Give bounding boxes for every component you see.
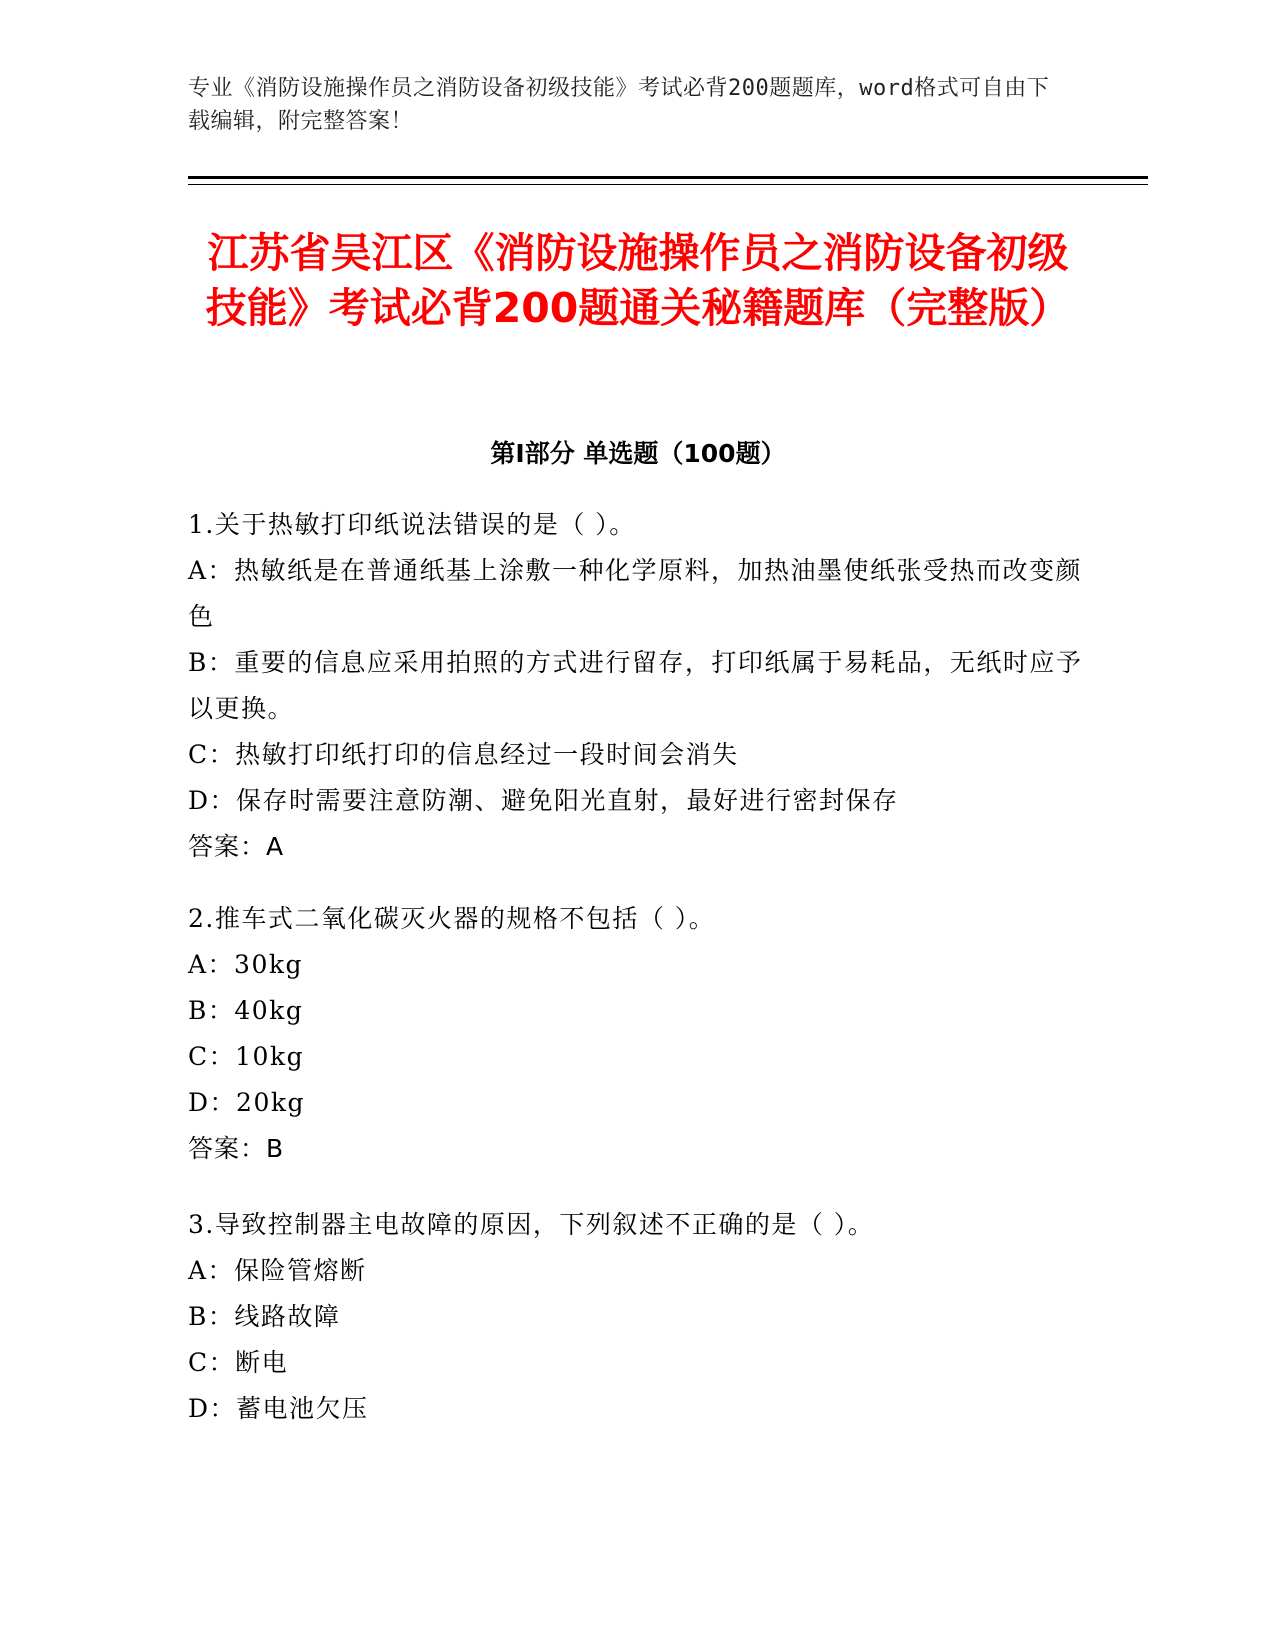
answer: 答案：B — [188, 1134, 285, 1163]
header-rule-thin — [188, 184, 1148, 185]
option-c: C：断电 — [188, 1348, 289, 1377]
question-1 — [188, 502, 1088, 870]
header-rule-thick — [188, 176, 1148, 179]
question-3 — [188, 1202, 1088, 1432]
option-b: B：重要的信息应采用拍照的方式进行留存，打印纸属于易耗品，无纸时应予以更换。 — [188, 648, 1083, 723]
option-a: A：保险管熔断 — [188, 1256, 367, 1285]
question-stem: 1.关于热敏打印纸说法错误的是（ ）。 — [188, 510, 636, 539]
option-b: B：40kg — [188, 996, 304, 1025]
option-d: D：保存时需要注意防潮、避免阳光直射，最好进行密封保存 — [188, 786, 899, 815]
option-c: C：10kg — [188, 1042, 305, 1071]
option-c: C：热敏打印纸打印的信息经过一段时间会消失 — [188, 740, 739, 769]
question-stem: 3.导致控制器主电故障的原因，下列叙述不正确的是（ ）。 — [188, 1210, 875, 1239]
question-2 — [188, 896, 1088, 1172]
option-d: D：20kg — [188, 1088, 306, 1117]
header-note: 专业《消防设施操作员之消防设备初级技能》考试必背200题题库，word格式可自由下载编辑，附完整答案！ — [188, 76, 1050, 134]
option-a: A：热敏纸是在普通纸基上涂敷一种化学原料，加热油墨使纸张受热而改变颜色 — [188, 556, 1083, 631]
question-stem: 2.推车式二氧化碳灭火器的规格不包括（ ）。 — [188, 904, 716, 933]
option-d: D：蓄电池欠压 — [188, 1394, 369, 1423]
option-a: A：30kg — [188, 950, 304, 979]
section-heading: 第Ⅰ部分 单选题（100题） — [490, 439, 786, 468]
answer: 答案：A — [188, 832, 285, 861]
option-b: B：线路故障 — [188, 1302, 341, 1331]
document-title: 江苏省吴江区《消防设施操作员之消防设备初级技能》考试必背200题通关秘籍题库（完整版） — [205, 229, 1071, 332]
